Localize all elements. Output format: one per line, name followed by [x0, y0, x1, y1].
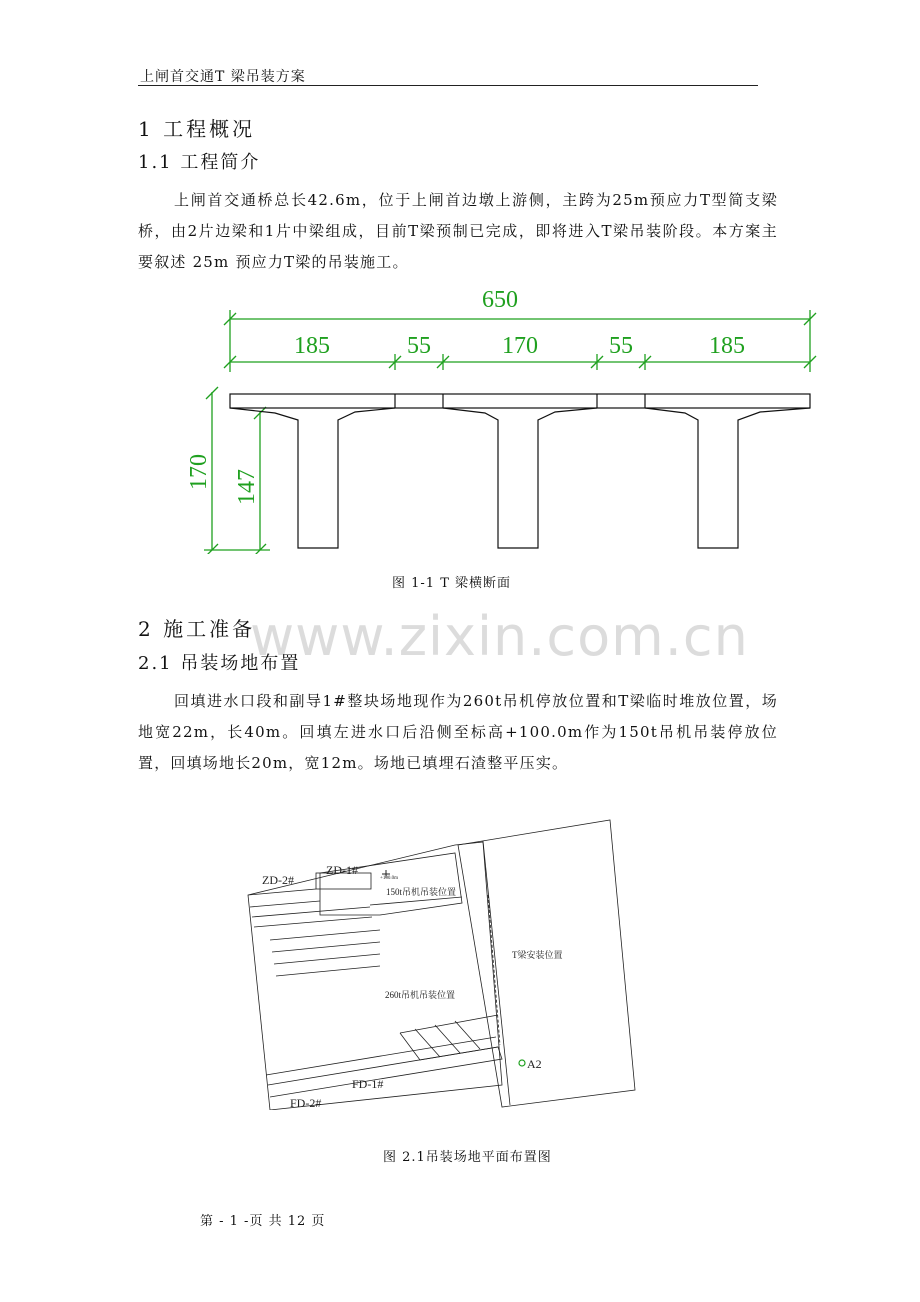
label-fd-2: FD-2# [290, 1096, 322, 1110]
dim-label-total: 650 [482, 287, 518, 313]
label-elevation: +100.0m [380, 876, 398, 881]
dim-label-height-147: 147 [234, 469, 260, 505]
figure-2-caption: 图 2.1吊装场地平面布置图 [383, 1150, 552, 1165]
header-rule [138, 85, 758, 86]
t-beam-outline [230, 394, 810, 548]
page-footer: 第 - 1 -页 共 12 页 [200, 1214, 326, 1229]
label-150t-crane: 150t吊机吊装位置 [386, 887, 457, 897]
label-t-beam-install: T梁安装位置 [512, 950, 563, 960]
section-2-1-paragraph: 回填进水口段和副导1#整块场地现作为260t吊机停放位置和T梁临时堆放位置，场地宽22m，长40m。回填左进水口后沿侧至标高+100.0m作为150t吊机吊装停放位置，回填场地长20m，宽12m。场地已填埋石渣整平压实。 [138, 692, 778, 772]
label-fd-1: FD-1# [352, 1077, 384, 1091]
section-1-1-paragraph: 上闸首交通桥总长42.6m，位于上闸首边墩上游侧，主跨为25m预应力T型简支梁桥，由2片边梁和1片中梁组成，目前T梁预制已完成，即将进入T梁吊装阶段。本方案主要叙述 25m 预应力T梁的吊装施工。 [138, 191, 778, 271]
section-1-heading: 1 工程概况 [138, 117, 256, 141]
label-zd-2: ZD-2# [262, 873, 294, 887]
section-2-heading: 2 施工准备 [138, 617, 256, 641]
t-beam-cross-section-figure [170, 282, 820, 554]
watermark: www.zixin.com.cn [250, 605, 749, 668]
document-header-title: 上闸首交通T 梁吊装方案 [140, 69, 306, 85]
dim-label-segment-3: 170 [502, 333, 538, 359]
label-a2: A2 [527, 1057, 542, 1071]
label-260t-crane: 260t吊机吊装位置 [385, 990, 456, 1000]
dim-label-segment-2: 55 [407, 333, 431, 359]
label-zd-1: ZD-1# [326, 863, 358, 877]
dim-label-height-170: 170 [186, 454, 212, 490]
dim-label-segment-5: 185 [709, 333, 745, 359]
dim-label-segment-4: 55 [609, 333, 633, 359]
figure-1-caption: 图 1-1 T 梁横断面 [392, 576, 512, 591]
dim-label-segment-1: 185 [294, 333, 330, 359]
site-layout-plan-figure [240, 815, 640, 1110]
a2-point-marker [519, 1060, 525, 1066]
section-1-1-heading: 1.1 工程简介 [138, 152, 261, 173]
section-2-1-heading: 2.1 吊装场地布置 [138, 653, 301, 674]
